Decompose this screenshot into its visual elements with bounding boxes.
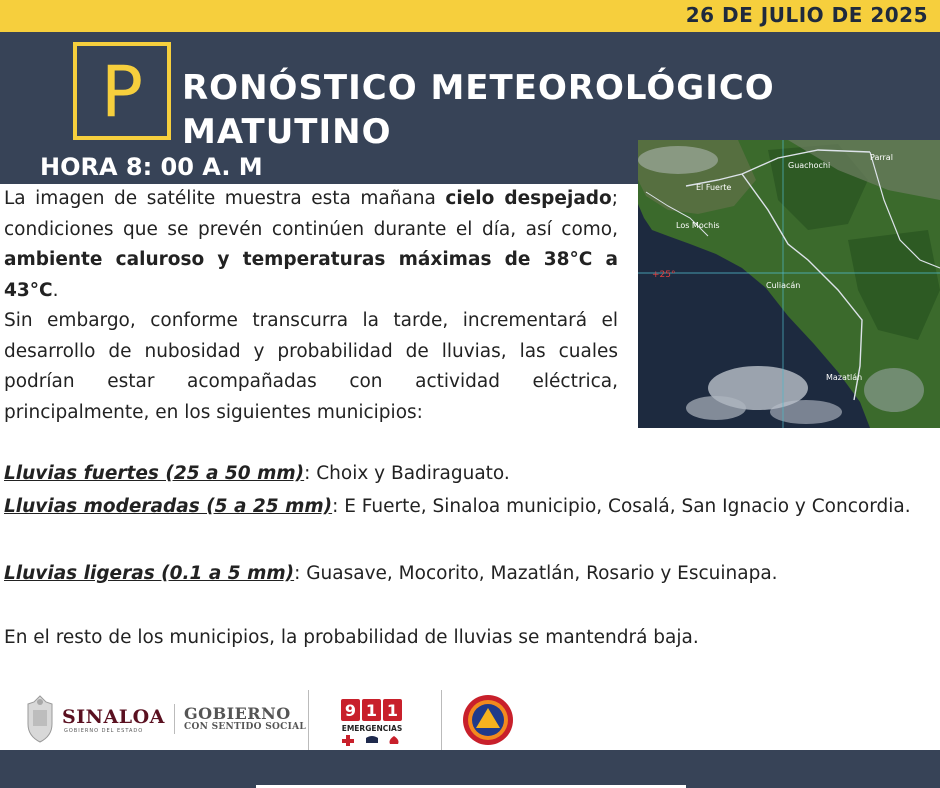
sinaloa-logo-subtext: GOBIERNO DEL ESTADO (64, 728, 144, 734)
label-latitude: +25° (652, 270, 676, 280)
title-line-1: RONÓSTICO METEOROLÓGICO (182, 68, 775, 108)
gobierno-logo-text: GOBIERNO (184, 704, 291, 723)
report-hour: HORA 8: 00 A. M (40, 153, 263, 181)
logo-divider-3 (441, 690, 442, 750)
label-culiacan: Culiacán (766, 281, 801, 290)
label-el-fuerte: El Fuerte (696, 183, 732, 192)
sinaloa-logo-text: SINALOA (62, 706, 165, 728)
bottom-bar (0, 750, 940, 788)
logo-divider-1 (174, 704, 175, 734)
top-date-bar (0, 0, 940, 32)
label-guachochi: Guachochi (788, 161, 831, 170)
rain-moderate-label: Lluvias moderadas (5 a 25 mm) (4, 496, 333, 517)
proteccion-civil-logo (462, 694, 514, 746)
report-date: 26 DE JULIO DE 2025 (685, 3, 928, 27)
satellite-image (638, 140, 940, 428)
logo-divider-2 (308, 690, 309, 750)
label-los-mochis: Los Mochis (676, 221, 720, 230)
sinaloa-coat-of-arms-icon (24, 694, 56, 744)
initial-letter: P (100, 51, 144, 133)
digit-9: 9 (344, 701, 357, 720)
rain-light-municipalities: : Guasave, Mocorito, Mazatlán, Rosario y Escuinapa. (294, 563, 778, 584)
label-parral: Parral (870, 153, 893, 162)
digit-1a: 1 (365, 701, 378, 720)
emergencias-label: EMERGENCIAS (341, 724, 403, 733)
rain-moderate (4, 492, 928, 523)
police-cap-icon (366, 736, 378, 743)
footer-logos (0, 686, 940, 748)
rain-light-label: Lluvias ligeras (0.1 a 5 mm) (4, 563, 295, 584)
fire-icon (390, 736, 399, 744)
digit-1b: 1 (386, 701, 399, 720)
rain-strong (4, 459, 928, 490)
rain-light (4, 559, 928, 590)
label-mazatlan: Mazatlán (826, 373, 863, 382)
initial-letter-box (73, 42, 171, 140)
emergencias-911-logo (340, 698, 404, 746)
rain-strong-label: Lluvias fuertes (25 a 50 mm) (4, 463, 305, 484)
paragraph-sky-conditions: La imagen de satélite muestra esta mañana cielo despejado; condiciones que se prevén continúen durante el día, así como, ambiente caluroso y temperaturas máximas de 38°C a 43°C. (4, 188, 618, 301)
medical-cross-icon (342, 735, 354, 746)
rain-moderate-municipalities: : E Fuerte, Sinaloa municipio, Cosalá, San Ignacio y Concordia. (332, 496, 911, 517)
rain-strong-municipalities: : Choix y Badiraguato. (304, 463, 510, 484)
gobierno-logo-subtext: CON SENTIDO SOCIAL (184, 722, 307, 732)
paragraph-afternoon-outlook: Sin embargo, conforme transcurra la tarde, incrementará el desarrollo de nubosidad y probabilidad de lluvias, las cuales podrían estar acompañadas con actividad eléctrica, principalmente, en los siguientes municipios: (4, 310, 618, 423)
paragraph-rest-municipalities: En el resto de los municipios, la probabilidad de lluvias se mantendrá baja. (4, 627, 699, 648)
title-line-2: MATUTINO (182, 112, 392, 152)
